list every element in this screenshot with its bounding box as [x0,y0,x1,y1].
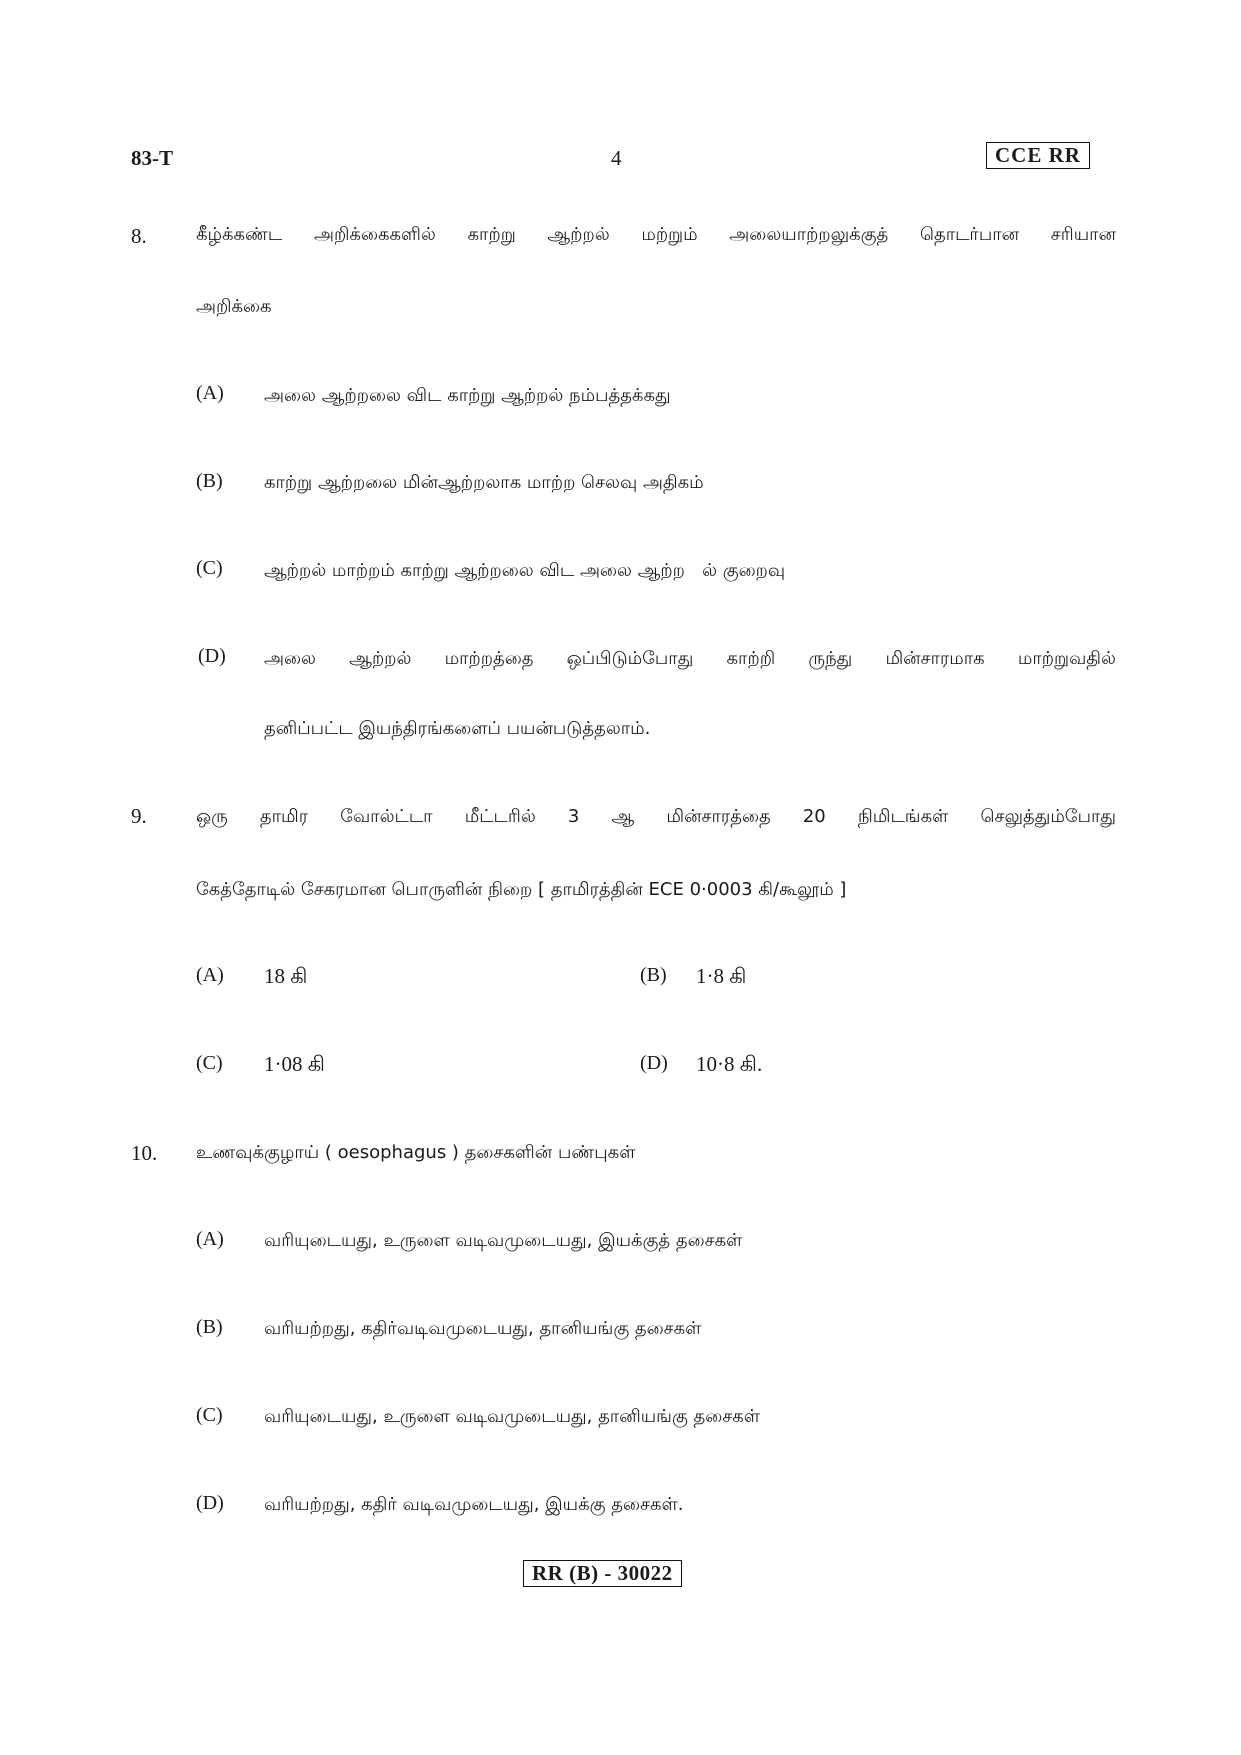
question-8-option-b-label: (B) [196,470,223,492]
question-8-option-d-text-line2: தனிப்பட்ட இயந்திரங்களைப் பயன்படுத்தலாம். [264,718,651,739]
question-9-option-b-label: (B) [640,964,667,986]
question-8-number: 8. [131,224,147,248]
question-8-option-c-label: (C) [196,557,223,579]
question-10-option-d-label: (D) [196,1492,224,1514]
question-10-option-a-label: (A) [196,1228,224,1250]
page-number: 4 [611,146,622,170]
question-9-text-line1: ஒரு தாமிர வோல்ட்டா மீட்டரில் 3 ஆ மின்சாரத்தை 20 நிமிடங்கள் செலுத்தும்போது [196,806,1116,827]
question-9-option-c-text: 1·08 கி [264,1052,325,1076]
question-8-option-d-text-line1: அலை ஆற்றல் மாற்றத்தை ஒப்பிடும்போது காற்றி ருந்து மின்சாரமாக மாற்றுவதில் [264,648,1116,669]
question-10-option-b-text: வரியற்றது, கதிர்வடிவமுடையது, தானியங்கு தசைகள் [264,1318,702,1339]
question-9-option-d-text: 10·8 கி. [696,1052,763,1076]
question-8-option-a-label: (A) [196,382,224,404]
footer-code-box: RR (B) - 30022 [523,1560,682,1587]
question-8-option-b-text: காற்று ஆற்றலை மின்ஆற்றலாக மாற்ற செலவு அதிகம் [264,472,704,493]
question-10-text-line1: உணவுக்குழாய் ( oesophagus ) தசைகளின் பண்புகள் [196,1142,636,1163]
question-10-option-c-text: வரியுடையது, உருளை வடிவமுடையது, தானியங்கு தசைகள் [264,1406,761,1427]
question-9-option-d-label: (D) [640,1052,668,1074]
question-8-option-c-text: ஆற்றல் மாற்றம் காற்று ஆற்றலை விட அலை ஆற்ற ல் குறைவு [264,560,786,581]
question-9-number: 9. [131,804,147,828]
question-8-text-line1: கீழ்க்கண்ட அறிக்கைகளில் காற்று ஆற்றல் மற்றும் அலையாற்றலுக்குத் தொடர்பான சரியான [196,224,1116,245]
question-9-option-a-label: (A) [196,964,224,986]
question-8-text-line2: அறிக்கை [196,296,272,317]
question-8-option-a-text: அலை ஆற்றலை விட காற்று ஆற்றல் நம்பத்தக்கது [264,385,671,406]
series-box: CCE RR [986,142,1090,169]
question-10-option-a-text: வரியுடையது, உருளை வடிவமுடையது, இயக்குத் தசைகள் [264,1230,743,1251]
question-8-option-d-label: (D) [198,645,226,667]
question-9-option-a-text: 18 கி [264,964,308,988]
question-10-option-b-label: (B) [196,1316,223,1338]
question-9-option-b-text: 1·8 கி [696,964,747,988]
question-10-option-d-text: வரியற்றது, கதிர் வடிவமுடையது, இயக்கு தசைகள். [264,1494,684,1515]
question-9-text-line2: கேத்தோடில் சேகரமான பொருளின் நிறை [ தாமிரத்தின் ECE 0·0003 கி/கூலூம் ] [196,879,847,900]
paper-code: 83-T [131,146,173,170]
question-10-option-c-label: (C) [196,1404,223,1426]
question-9-option-c-label: (C) [196,1052,223,1074]
question-10-number: 10. [131,1141,158,1165]
